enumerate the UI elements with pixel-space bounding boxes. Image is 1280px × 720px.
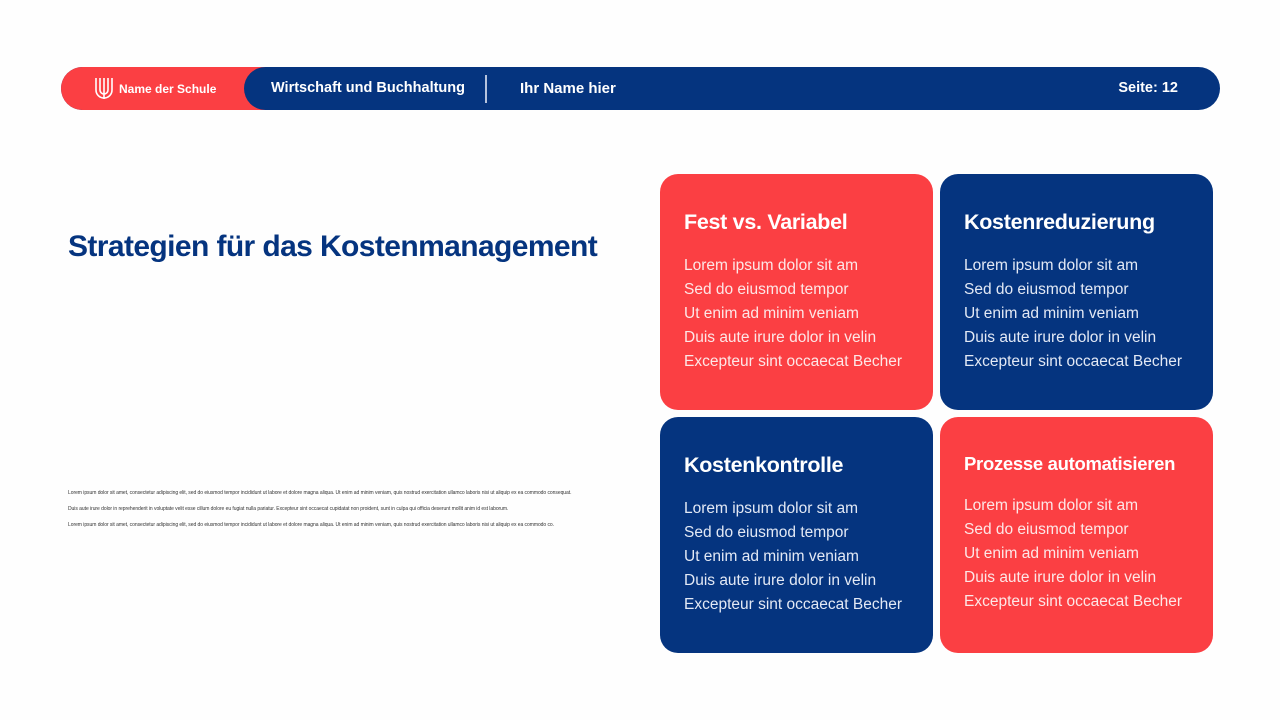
page-title: Strategien für das Kostenmanagement <box>68 230 598 263</box>
list-item: Ut enim ad minim veniam <box>964 305 1139 322</box>
list-item: Lorem ipsum dolor sit am <box>964 257 1139 274</box>
list-item: Duis aute irure dolor in velin <box>964 329 1157 346</box>
paragraph: Lorem ipsum dolor sit amet, consectetur adipiscing elit, sed do eiusmod tempor incididunt ut labore et dolore magna aliqua. Ut enim ad minim veniam, quis nostrud exercitation ullamco laboris nisi ut aliquip ex ea commodo consequat. <box>68 490 572 496</box>
paragraph: Lorem ipsum dolor sit amet, consectetur adipiscing elit, sed do eiusmod tempor incididunt ut labore et dolore magna aliqua. Ut enim ad minim veniam, quis nostrud exercitation ullamco laboris nisi ut aliquip ex ea commodo co. <box>68 522 554 528</box>
card-kostenreduzierung <box>940 174 1213 410</box>
list-item: Lorem ipsum dolor sit am <box>684 257 859 274</box>
list-item: Duis aute irure dolor in velin <box>684 329 877 346</box>
card-list <box>964 494 1213 614</box>
list-item: Ut enim ad minim veniam <box>684 548 859 565</box>
paragraph: Duis aute irure dolor in reprehenderit in voluptate velit esse cillum dolore eu fugiat nulla pariatur. Excepteur sint occaecat cupidatat non proident, sunt in culpa qui officia deserunt mollit anim id est laborum. <box>68 506 509 512</box>
header-bar <box>61 67 1220 110</box>
body-text <box>68 490 628 538</box>
card-list <box>964 254 1213 374</box>
card-list <box>684 497 933 617</box>
card-kostenkontrolle <box>660 417 933 653</box>
list-item: Sed do eiusmod tempor <box>964 281 1129 298</box>
card-fest-vs-variabel <box>660 174 933 410</box>
card-list <box>684 254 933 374</box>
card-title: Kostenkontrolle <box>684 453 844 477</box>
list-item: Excepteur sint occaecat Becher <box>684 353 902 370</box>
header-divider <box>485 75 487 103</box>
card-title: Prozesse automatisieren <box>964 453 1176 474</box>
school-name: Name der Schule <box>119 81 217 96</box>
list-item: Sed do eiusmod tempor <box>964 521 1129 538</box>
list-item: Ut enim ad minim veniam <box>964 545 1139 562</box>
list-item: Lorem ipsum dolor sit am <box>964 497 1139 514</box>
subject-label: Wirtschaft und Buchhaltung <box>271 80 465 96</box>
page-number: Seite: 12 <box>1118 80 1178 96</box>
author-name: Ihr Name hier <box>520 80 616 97</box>
school-logo-icon <box>94 77 114 101</box>
card-title: Fest vs. Variabel <box>684 210 848 234</box>
list-item: Ut enim ad minim veniam <box>684 305 859 322</box>
card-prozesse-automatisieren <box>940 417 1213 653</box>
list-item: Excepteur sint occaecat Becher <box>964 593 1182 610</box>
list-item: Lorem ipsum dolor sit am <box>684 500 859 517</box>
list-item: Sed do eiusmod tempor <box>684 281 849 298</box>
list-item: Duis aute irure dolor in velin <box>684 572 877 589</box>
card-title: Kostenreduzierung <box>964 210 1155 234</box>
list-item: Excepteur sint occaecat Becher <box>964 353 1182 370</box>
list-item: Duis aute irure dolor in velin <box>964 569 1157 586</box>
list-item: Sed do eiusmod tempor <box>684 524 849 541</box>
list-item: Excepteur sint occaecat Becher <box>684 596 902 613</box>
